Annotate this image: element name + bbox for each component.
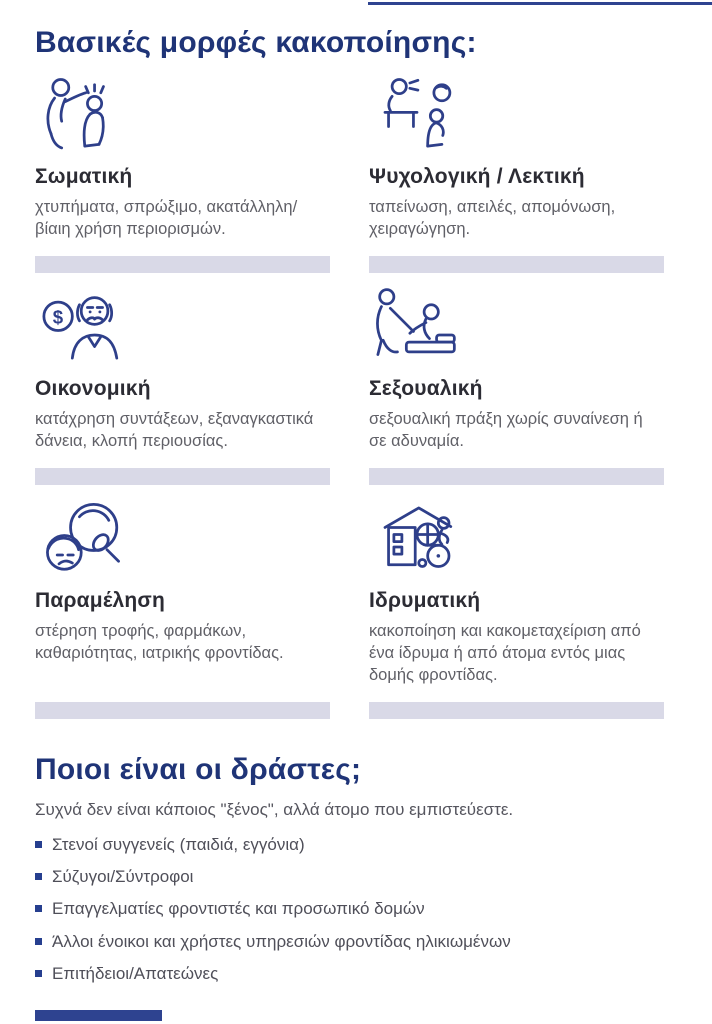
lavender-divider-bar [369,256,664,273]
financial-abuse-icon [35,287,330,369]
lavender-divider-bar [35,256,330,273]
abuse-types-grid [35,75,677,719]
abuse-card-psychological [369,75,664,273]
abuse-card-description: χτυπήματα, σπρώξιμο, ακατάλληλη/βίαιη χρήση περιορισμών. [35,198,298,238]
lavender-divider-bar [35,702,330,719]
perpetrators-intro: Συχνά δεν είναι κάποιος "ξένος", αλλά άτομο που εμπιστεύεστε. [35,799,514,819]
abuse-card-institutional [369,499,664,719]
perpetrators-list [35,835,712,985]
abuse-card-title: Παραμέληση [35,588,165,612]
top-right-divider-line [368,2,712,5]
institutional-abuse-icon [369,499,664,581]
abuse-card-title: Σωματική [35,165,133,188]
abuse-card-neglect [35,499,330,719]
list-item: Στενοί συγγενείς (παιδιά, εγγόνια) [35,835,712,855]
abuse-card-title: Οικονομική [35,376,151,400]
psychological-abuse-icon [369,75,664,157]
bottom-left-accent-bar [35,1010,162,1021]
list-item: Επαγγελματίες φροντιστές και προσωπικό δομών [35,899,712,919]
lavender-divider-bar [35,468,330,485]
abuse-card-description: κατάχρηση συντάξεων, εξαναγκαστικά δάνεια, κλοπή περιουσίας. [35,409,314,450]
sexual-abuse-icon [369,287,664,369]
abuse-section-title: Βασικές μορφές κακοποίησης: [35,26,477,59]
physical-abuse-icon [35,75,330,157]
abuse-card-title: Ιδρυματική [369,588,481,612]
abuse-card-sexual [369,287,664,485]
abuse-card-title: Ψυχολογική / Λεκτική [369,165,585,188]
abuse-card-financial [35,287,330,485]
abuse-card-physical [35,75,330,273]
neglect-icon [35,499,330,581]
abuse-card-description: ταπείνωση, απειλές, απομόνωση, χειραγώγηση. [369,198,616,238]
list-item: Άλλοι ένοικοι και χρήστες υπηρεσιών φροντίδας ηλικιωμένων [35,932,712,952]
list-item: Επιτήδειοι/Απατεώνες [35,964,712,984]
svg-text:$: $ [52,306,64,328]
lavender-divider-bar [369,702,664,719]
abuse-card-description: στέρηση τροφής, φαρμάκων, καθαριότητας, ιατρικής φροντίδας. [35,621,284,662]
abuse-card-title: Σεξουαλική [369,376,483,400]
abuse-card-description: σεξουαλική πράξη χωρίς συναίνεση ή σε αδυναμία. [369,409,643,450]
list-item: Σύζυγοι/Σύντροφοι [35,867,712,887]
perpetrators-section-title: Ποιοι είναι οι δράστες; [35,752,362,786]
abuse-card-description: κακοποίηση και κακομεταχείριση από ένα ίδρυμα ή από άτομα εντός μιας δομής φροντίδας. [369,621,641,684]
lavender-divider-bar [369,468,664,485]
